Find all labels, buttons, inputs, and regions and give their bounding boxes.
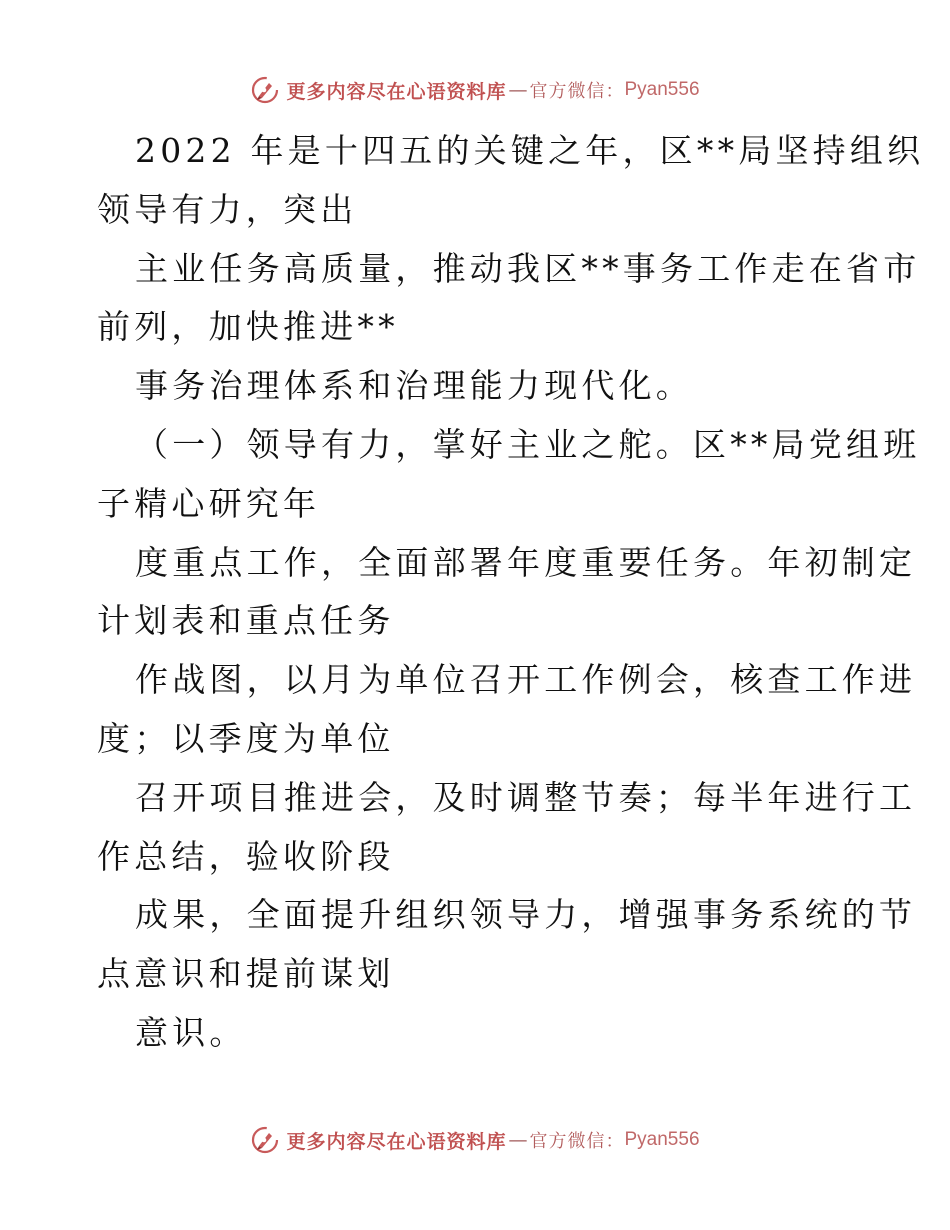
text-line: 度；以季度为单位 xyxy=(97,718,395,758)
watermark-wechat-id: Pyan556 xyxy=(624,79,700,100)
text-line: 意识。 xyxy=(135,1012,247,1052)
pen-logo-icon xyxy=(250,1125,280,1155)
text-line: 作总结，验收阶段 xyxy=(97,836,395,876)
watermark-wechat-label: 官方微信： xyxy=(529,81,625,102)
text-line: 事务治理体系和治理能力现代化。 xyxy=(135,366,693,406)
watermark-wechat-label: 官方微信： xyxy=(529,1131,625,1152)
text-line: 点意识和提前谋划 xyxy=(97,954,395,994)
watermark-brand: 更多内容尽在心语资料库 xyxy=(286,80,507,103)
text-line: 领导有力，突出 xyxy=(97,189,358,229)
watermark-dash: — xyxy=(508,79,528,101)
text-line: 前列，加快推进** xyxy=(97,307,399,347)
watermark-wechat-id: Pyan556 xyxy=(624,1129,700,1150)
text-line: 度重点工作，全面部署年度重要任务。年初制定 xyxy=(135,542,917,582)
footer-watermark xyxy=(0,1123,950,1157)
document-body xyxy=(97,122,925,1063)
text-line: 计划表和重点任务 xyxy=(97,601,395,641)
text-line: 成果，全面提升组织领导力，增强事务系统的节 xyxy=(135,895,917,935)
watermark-brand: 更多内容尽在心语资料库 xyxy=(286,1130,507,1153)
watermark-dash: — xyxy=(508,1129,528,1151)
text-line: 作战图，以月为单位召开工作例会，核查工作进 xyxy=(135,660,917,700)
text-line: 主业任务高质量，推动我区**事务工作走在省市 xyxy=(135,248,921,288)
text-line: 2022 年是十四五的关键之年，区**局坚持组织 xyxy=(135,131,925,170)
text-line: 召开项目推进会，及时调整节奏；每半年进行工 xyxy=(135,777,917,817)
section-heading-line: （一）领导有力，掌好主业之舵。区**局党组班 xyxy=(135,424,921,464)
pen-logo-icon xyxy=(250,75,280,105)
text-line: 子精心研究年 xyxy=(97,483,321,523)
header-watermark xyxy=(0,73,950,107)
